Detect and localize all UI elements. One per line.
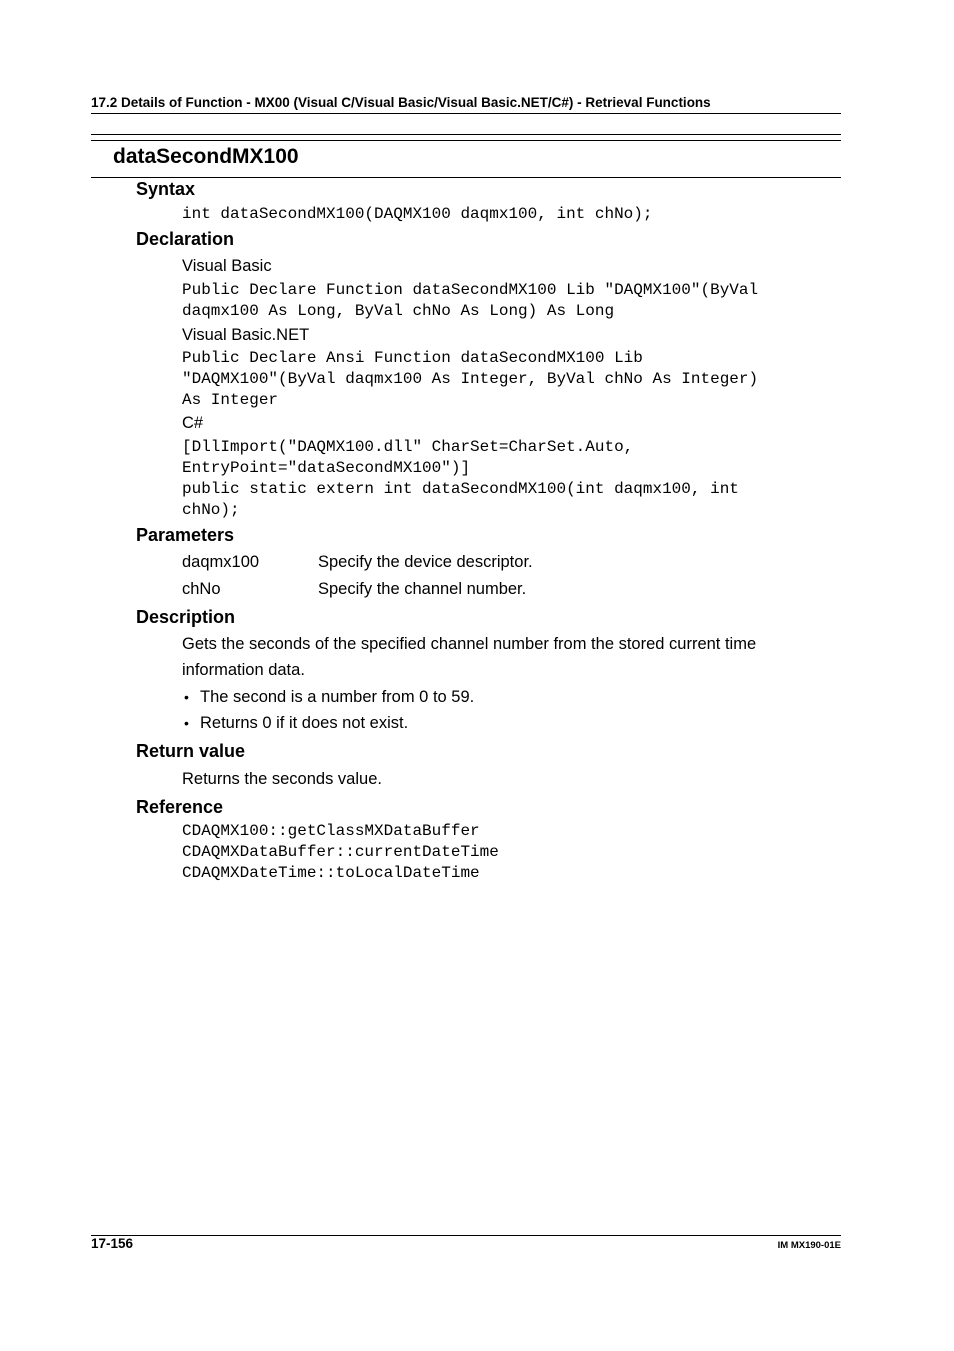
bullet-item: Returns 0 if it does not exist. (200, 714, 409, 732)
page-number: 17-156 (91, 1236, 134, 1251)
reference-line: CDAQMXDataBuffer::currentDateTime (182, 843, 499, 861)
declaration-heading: Declaration (136, 229, 235, 249)
bullet-item: The second is a number from 0 to 59. (200, 688, 475, 706)
reference-line: CDAQMXDateTime::toLocalDateTime (182, 864, 480, 882)
vb-code-line: daqmx100 As Long, ByVal chNo As Long) As Long (182, 302, 615, 320)
param-name: daqmx100 (182, 553, 260, 571)
return-value-heading: Return value (136, 741, 246, 761)
param-desc: Specify the device descriptor. (318, 553, 533, 571)
title-top-rule-2 (91, 140, 841, 141)
bullet-dot: • (184, 689, 189, 705)
running-header: 17.2 Details of Function - MX00 (Visual C/Visual Basic/Visual Basic.NET/C#) - Retrieval Functions (91, 95, 711, 110)
bullet-dot: • (184, 715, 189, 731)
vbnet-label: Visual Basic.NET (182, 326, 310, 344)
header-rule (91, 113, 841, 114)
syntax-heading: Syntax (136, 179, 196, 199)
description-heading: Description (136, 607, 236, 627)
description-line: Gets the seconds of the specified channel number from the stored current time (182, 635, 757, 653)
title-top-rule (91, 134, 841, 135)
return-value-text: Returns the seconds value. (182, 770, 382, 788)
cs-code-line: public static extern int dataSecondMX100(int daqmx100, int (182, 480, 739, 498)
document-id: IM MX190-01E (777, 1240, 841, 1251)
footer-rule (91, 1235, 841, 1236)
vbnet-code-line: As Integer (182, 391, 279, 409)
parameters-heading: Parameters (136, 525, 235, 545)
page-title: dataSecondMX100 (113, 145, 299, 168)
cs-code-line: EntryPoint="dataSecondMX100")] (182, 459, 471, 477)
vb-code-line: Public Declare Function dataSecondMX100 Lib "DAQMX100"(ByVal (182, 281, 759, 299)
vb-label: Visual Basic (182, 257, 272, 275)
description-line: information data. (182, 661, 305, 679)
reference-line: CDAQMX100::getClassMXDataBuffer (182, 822, 480, 840)
vbnet-code-line: Public Declare Ansi Function dataSecondMX100 Lib (182, 349, 643, 367)
title-bottom-rule (91, 177, 841, 178)
syntax-code: int dataSecondMX100(DAQMX100 daqmx100, int chNo); (182, 205, 653, 223)
cs-label: C# (182, 414, 204, 432)
vbnet-code-line: "DAQMX100"(ByVal daqmx100 As Integer, ByVal chNo As Integer) (182, 370, 759, 388)
param-name: chNo (182, 580, 221, 598)
param-desc: Specify the channel number. (318, 580, 527, 598)
cs-code-line: chNo); (182, 501, 240, 519)
cs-code-line: [DllImport("DAQMX100.dll" CharSet=CharSet.Auto, (182, 438, 634, 456)
reference-heading: Reference (136, 797, 224, 817)
